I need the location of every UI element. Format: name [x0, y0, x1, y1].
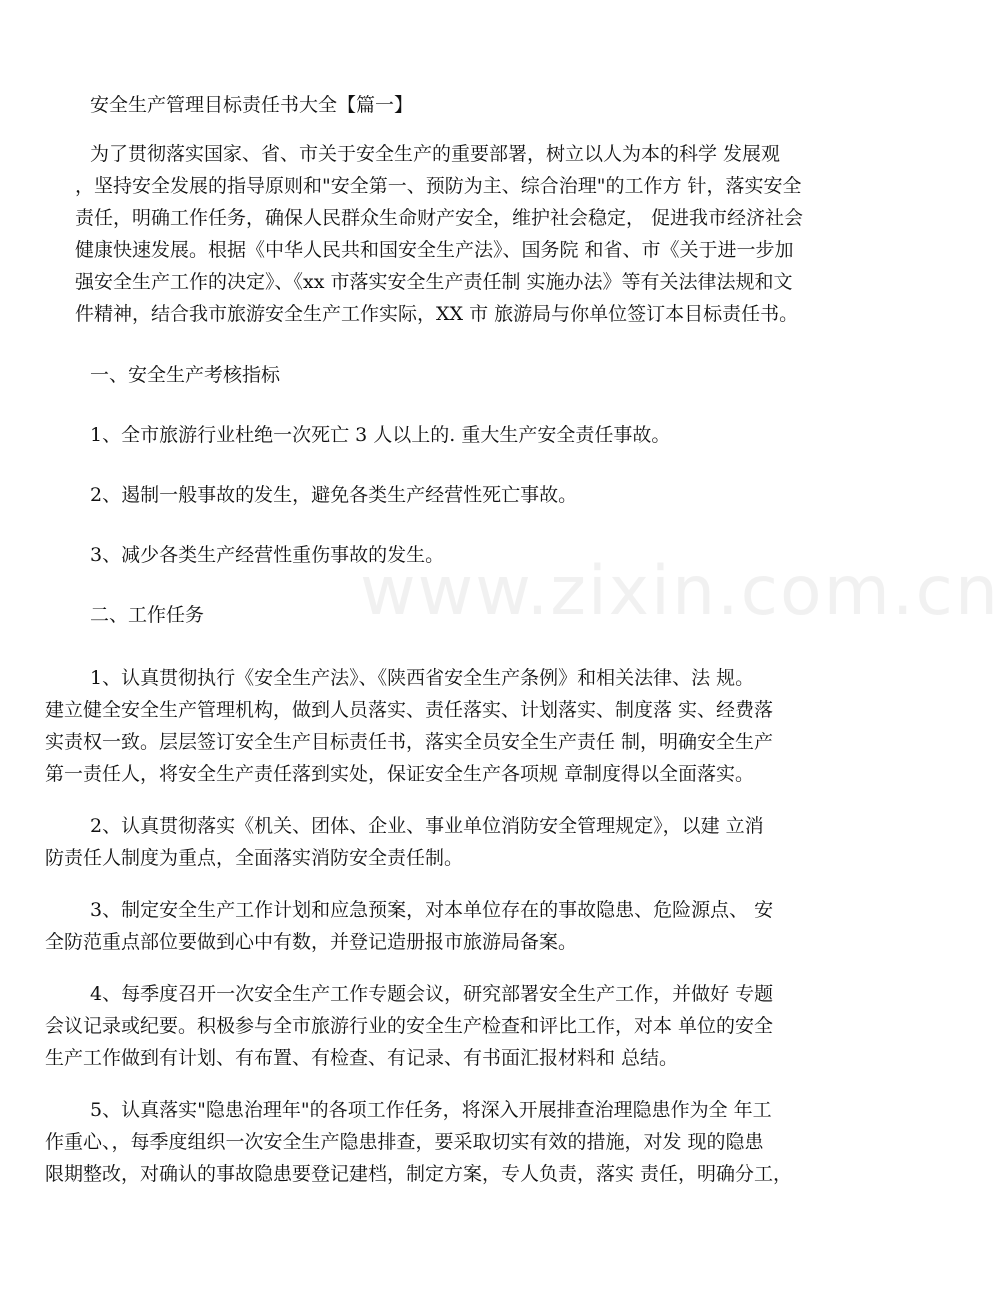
task-line: 第一责任人，将安全生产责任落到实处，保证安全生产各项规 章制度得以全面落实。: [45, 763, 755, 785]
task-paragraph-2: [45, 810, 885, 874]
intro-paragraph: [75, 138, 885, 330]
task-line: 4、每季度召开一次安全生产工作专题会议，研究部署安全生产工作，并做好 专题: [90, 983, 774, 1005]
task-line: 限期整改，对确认的事故隐患要登记建档，制定方案，专人负责，落实 责任，明确分工，: [45, 1163, 793, 1185]
indicator-item-1: 1、全市旅游行业杜绝一次死亡 3 人以上的. 重大生产安全责任事故。: [90, 424, 671, 446]
task-line: 防责任人制度为重点，全面落实消防安全责任制。: [45, 847, 464, 869]
intro-line: 为了贯彻落实国家、省、市关于安全生产的重要部署，树立以人为本的科学 发展观: [90, 143, 781, 165]
document-title: 安全生产管理目标责任书大全【篇一】: [90, 94, 414, 116]
intro-line: ，坚持安全发展的指导原则和"安全第一、预防为主、综合治理"的工作方 针，落实安全: [75, 175, 802, 197]
task-paragraph-5: [45, 1094, 885, 1190]
task-line: 实责权一致。层层签订安全生产目标责任书，落实全员安全生产责任 制，明确安全生产: [45, 731, 774, 753]
intro-line: 强安全生产工作的决定》、《xx 市落实安全生产责任制 实施办法》等有关法律法规和文: [75, 271, 793, 293]
intro-line: 件精神，结合我市旅游安全生产工作实际，XX 市 旅游局与你单位签订本目标责任书。: [75, 303, 799, 325]
task-line: 2、认真贯彻落实《机关、团体、企业、事业单位消防安全管理规定》，以建 立消: [90, 815, 764, 837]
intro-line: 责任，明确工作任务，确保人民群众生命财产安全，维护社会稳定， 促进我市经济社会: [75, 207, 804, 229]
task-line: 会议记录或纪要。积极参与全市旅游行业的安全生产检查和评比工作，对本 单位的安全: [45, 1015, 774, 1037]
watermark-text: www.zixin.com.cn: [360, 552, 1000, 631]
task-paragraph-1: [45, 662, 885, 790]
indicator-item-2: 2、遏制一般事故的发生，避免各类生产经营性死亡事故。: [90, 484, 578, 506]
task-line: 3、制定安全生产工作计划和应急预案，对本单位存在的事故隐患、危险源点、 安: [90, 899, 774, 921]
task-line: 全防范重点部位要做到心中有数，并登记造册报市旅游局备案。: [45, 931, 578, 953]
task-paragraph-3: [45, 894, 885, 958]
task-line: 生产工作做到有计划、有布置、有检查、有记录、有书面汇报材料和 总结。: [45, 1047, 679, 1069]
section-heading-indicators: 一、安全生产考核指标: [90, 364, 281, 386]
task-line: 建立健全安全生产管理机构，做到人员落实、责任落实、计划落实、制度落 实、经费落: [45, 699, 774, 721]
task-line: 5、认真落实"隐患治理年"的各项工作任务，将深入开展排查治理隐患作为全 年工: [90, 1099, 772, 1121]
task-paragraph-4: [45, 978, 885, 1074]
indicator-item-3: 3、减少各类生产经营性重伤事故的发生。: [90, 544, 445, 566]
task-line: 作重心、，每季度组织一次安全生产隐患排查，要采取切实有效的措施，对发 现的隐患: [45, 1131, 764, 1153]
intro-line: 健康快速发展。根据《中华人民共和国安全生产法》、国务院 和省、市《关于进一步加: [75, 239, 794, 261]
task-line: 1、认真贯彻执行《安全生产法》、《陕西省安全生产条例》和相关法律、法 规。: [90, 667, 755, 689]
section-heading-tasks: 二、工作任务: [90, 604, 205, 626]
document-page: [45, 92, 885, 1210]
